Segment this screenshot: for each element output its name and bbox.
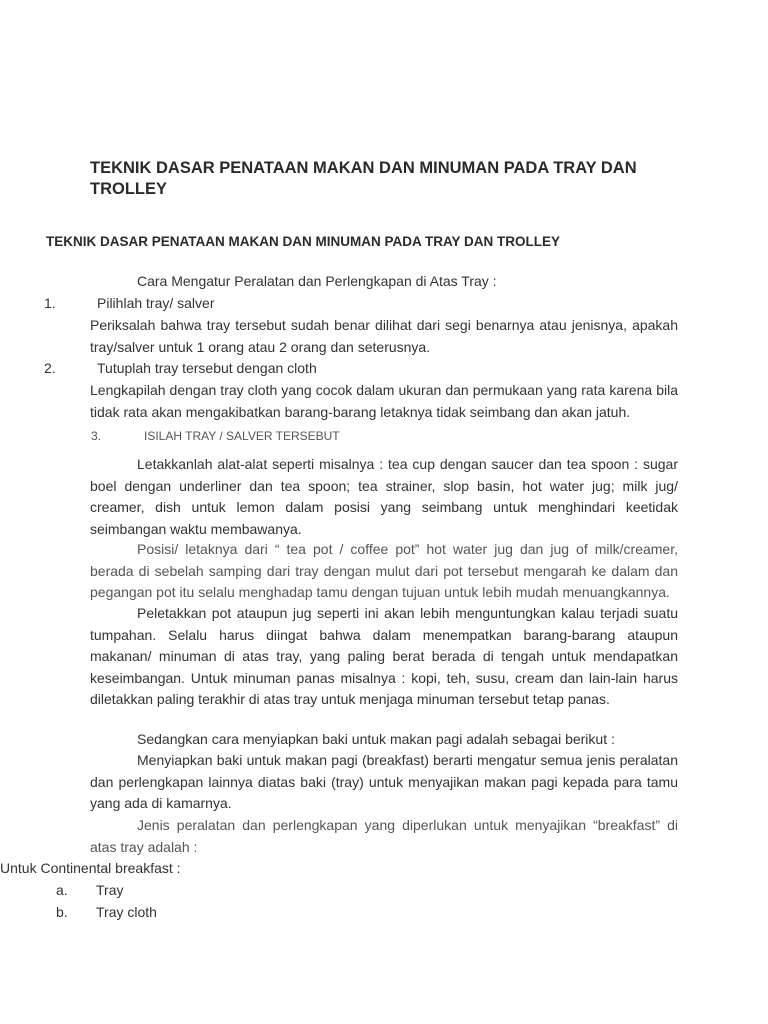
- step-2-body: Lengkapilah dengan tray cloth yang cocok dalam ukuran dan permukaan yang rata karena bila tidak rata akan mengakibatkan barang-barang letaknya tidak seimbang dan akan jatuh.: [90, 382, 678, 420]
- paragraph-1: Letakkanlah alat-alat seperti misalnya : tea cup dengan saucer dan tea spoon : sugar boel dengan underliner dan tea spoon; tea strainer, slop basin, hot water jug; milk jug/ creamer, dish untuk lemon dalam posisi yang seimbang untuk menghindari keetidak seimbangan waktu membawanya.: [90, 456, 678, 537]
- step-2-heading: Tutuplah tray tersebut dengan cloth: [97, 360, 317, 376]
- paragraph-5: Menyiapkan baki untuk makan pagi (breakfast) berarti mengatur semua jenis peralatan dan perlengkapan lainnya diatas baki (tray) untuk menyajikan makan pagi kepada para tamu yang ada di kamarnya.: [90, 752, 678, 811]
- document-title: TEKNIK DASAR PENATAAN MAKAN DAN MINUMAN PADA TRAY DAN TROLLEY: [90, 159, 637, 198]
- document-subtitle: TEKNIK DASAR PENATAAN MAKAN DAN MINUMAN PADA TRAY DAN TROLLEY: [46, 234, 560, 249]
- continental-item-a-letter: a.: [56, 882, 68, 898]
- paragraph-2: Posisi/ letaknya dari “ tea pot / coffee pot” hot water jug dan jug of milk/creamer, berada di sebelah samping dari tray dengan mulut dari pot tersebut mengarah ke dalam dan pegangan pot itu selalu menghadap tamu dengan tujuan untuk lebih mudah menuangkannya.: [90, 541, 678, 600]
- paragraph-4: Sedangkan cara menyiapkan baki untuk makan pagi adalah sebagai berikut :: [137, 731, 615, 747]
- step-1-body: Periksalah bahwa tray tersebut sudah benar dilihat dari segi benarnya atau jenisnya, apakah tray/salver untuk 1 orang atau 2 orang dan seterusnya.: [90, 317, 678, 355]
- step-3-heading: ISILAH TRAY / SALVER TERSEBUT: [144, 429, 340, 443]
- intro-line: Cara Mengatur Peralatan dan Perlengkapan di Atas Tray :: [137, 273, 497, 289]
- step-1-number: 1.: [44, 295, 56, 311]
- continental-item-b-letter: b.: [56, 904, 68, 920]
- continental-heading: Untuk Continental breakfast :: [0, 860, 181, 876]
- step-2-number: 2.: [44, 360, 56, 376]
- continental-item-a-text: Tray: [96, 882, 124, 898]
- continental-item-b-text: Tray cloth: [96, 904, 157, 920]
- step-1-heading: Pilihlah tray/ salver: [97, 295, 215, 311]
- step-3-number: 3.: [91, 429, 102, 443]
- paragraph-3: Peletakkan pot ataupun jug seperti ini akan lebih menguntungkan kalau terjadi suatu tumpahan. Selalu harus diingat bahwa dalam menempatkan barang-barang ataupun makanan/ minuman di atas tray, yang paling berat berada di tengah untuk mendapatkan keseimbangan. Untuk minuman panas misalnya : kopi, teh, susu, cream dan lain-lain harus diletakkan paling terakhir di atas tray untuk menjaga minuman tersebut tetap panas.: [90, 605, 678, 707]
- paragraph-6: Jenis peralatan dan perlengkapan yang diperlukan untuk menyajikan “breakfast” di atas tray adalah :: [90, 817, 678, 855]
